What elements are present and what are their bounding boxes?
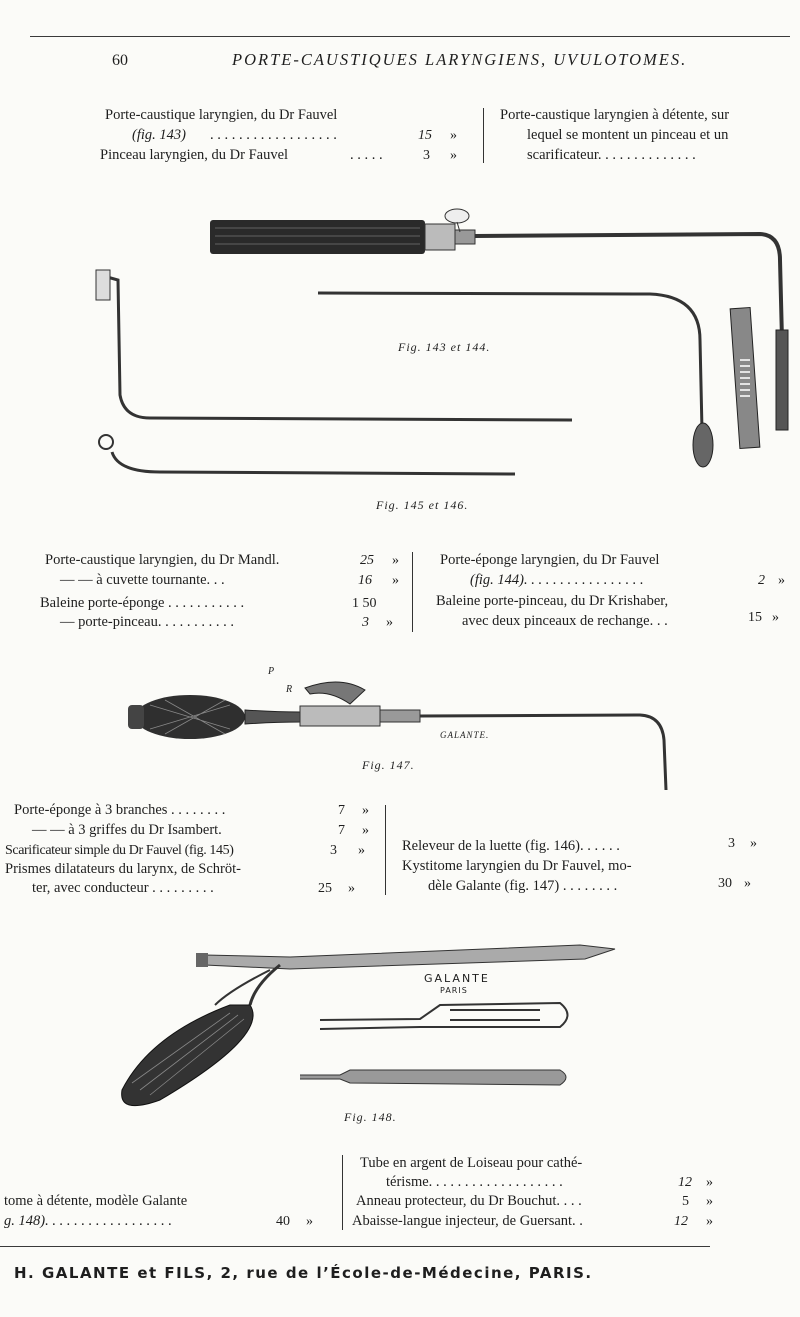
porte-eponge-rod <box>318 293 760 467</box>
column-divider <box>483 108 484 163</box>
entry-text: Baleine porte-éponge . . . . . . . . . . . <box>40 595 245 611</box>
figure-caption: Fig. 143 et 144. <box>398 340 491 354</box>
running-title: PORTE-CAUSTIQUES LARYNGIENS, UVULOTOMES. <box>232 50 688 69</box>
entry-unit: » <box>744 876 751 891</box>
brand-city: PARIS <box>440 986 468 995</box>
publisher-footer: H. GALANTE et FILS, 2, rue de l’École-de-Médecine, PARIS. <box>14 1264 593 1282</box>
page-number: 60 <box>112 52 128 69</box>
entry-text: Kystitome laryngien du Dr Fauvel, mo- <box>402 858 632 874</box>
column-divider <box>412 552 413 632</box>
entry-price: 25 <box>360 553 374 568</box>
entry-unit: » <box>450 128 457 143</box>
entry-unit: » <box>386 615 393 630</box>
brand-name: GALANTE <box>424 972 490 985</box>
entry-price: 30 <box>718 876 732 891</box>
entry-text: Porte-caustique laryngien, du Dr Fauvel <box>105 107 338 123</box>
entry-text: Baleine porte-pinceau, du Dr Krishaber, <box>436 593 669 609</box>
entry-price: 40 <box>276 1214 290 1229</box>
entry-unit: » <box>362 803 369 818</box>
entry-text: avec deux pinceaux de rechange. . . <box>462 613 668 629</box>
entry-text: Tube en argent de Loiseau pour cathé- <box>360 1155 583 1171</box>
entry-text: Porte-éponge laryngien, du Dr Fauvel <box>440 552 660 568</box>
entry-text: g. 148). . . . . . . . . . . . . . . . . . <box>4 1213 172 1229</box>
entry-price: 2 <box>758 573 765 588</box>
entry-unit: » <box>778 573 785 588</box>
entry-text: dèle Galante (fig. 147) . . . . . . . . <box>428 878 618 894</box>
entry-unit: » <box>750 836 757 851</box>
figure-147-kystitome <box>0 660 800 810</box>
entry-text: lequel se montent un pinceau et un <box>527 127 729 143</box>
entry-text: térisme. . . . . . . . . . . . . . . . . . . <box>386 1174 563 1190</box>
entry-unit: » <box>706 1214 713 1229</box>
entry-unit: » <box>362 823 369 838</box>
entry-text: Porte-éponge à 3 branches . . . . . . . . <box>14 802 226 818</box>
entry-unit: » <box>392 553 399 568</box>
entry-text: Abaisse-langue injecteur, de Guersant. . <box>352 1213 583 1229</box>
entry-price: 15 <box>418 128 432 143</box>
figure-caption: Fig. 148. <box>344 1110 397 1124</box>
entry-text: Scarificateur simple du Dr Fauvel (fig. 145) <box>5 843 234 858</box>
entry-price: 1 50 <box>352 596 377 611</box>
entry-price: 3 <box>423 148 430 163</box>
figure-caption: Fig. 147. <box>362 758 415 772</box>
figure-mark: R <box>286 684 294 695</box>
entry-price: 3 <box>728 836 735 851</box>
entry-text: Anneau protecteur, du Dr Bouchut. . . . <box>356 1193 582 1209</box>
entry-price: 25 <box>318 881 332 896</box>
entry-price: 12 <box>674 1214 688 1229</box>
entry-price: 5 <box>682 1194 689 1209</box>
entry-price: 15 <box>748 610 762 625</box>
engraved-brand: GALANTE. <box>440 730 490 740</box>
entry-text: scarificateur. . . . . . . . . . . . . . <box>527 147 696 163</box>
figure-mark: P <box>268 666 276 677</box>
entry-text: — — à cuvette tournante. . . <box>60 572 225 588</box>
entry-unit: » <box>392 573 399 588</box>
entry-dots: . . . . . . . . . . . . . . . . . . <box>210 127 337 143</box>
figure-148-uvulotome <box>0 925 800 1110</box>
entry-price: 3 <box>330 843 337 858</box>
entry-text: Pinceau laryngien, du Dr Fauvel <box>100 147 289 163</box>
entry-text: Porte-caustique laryngien à détente, sur <box>500 107 730 123</box>
entry-price: 7 <box>338 823 345 838</box>
entry-price: 3 <box>362 615 369 630</box>
entry-text: Prismes dilatateurs du larynx, de Schröt- <box>5 861 241 877</box>
entry-text: (fig. 144). . . . . . . . . . . . . . . . . <box>470 572 644 588</box>
entry-unit: » <box>706 1175 713 1190</box>
entry-text: Porte-caustique laryngien, du Dr Mandl. <box>45 552 280 568</box>
entry-price: 16 <box>358 573 372 588</box>
entry-text: ter, avec conducteur . . . . . . . . . <box>32 880 214 896</box>
entry-unit: » <box>772 610 779 625</box>
entry-unit: » <box>450 148 457 163</box>
entry-text: tome à détente, modèle Galante <box>4 1193 188 1209</box>
entry-unit: » <box>306 1214 313 1229</box>
entry-price: 12 <box>678 1175 692 1190</box>
entry-text: — — à 3 griffes du Dr Isambert. <box>32 822 222 838</box>
entry-dots: . . . . . <box>350 147 383 163</box>
entry-text: — porte-pinceau. . . . . . . . . . . <box>60 614 234 630</box>
entry-unit: » <box>706 1194 713 1209</box>
entry-unit: » <box>348 881 355 896</box>
footer-rule <box>0 1246 710 1247</box>
entry-unit: » <box>358 843 365 858</box>
entry-text: (fig. 143) <box>132 127 186 143</box>
column-divider <box>342 1155 343 1230</box>
figure-caption: Fig. 145 et 146. <box>376 498 469 512</box>
column-divider <box>385 805 386 895</box>
entry-text: Releveur de la luette (fig. 146). . . . . . <box>402 838 620 854</box>
releveur-luette <box>99 435 515 474</box>
entry-price: 7 <box>338 803 345 818</box>
